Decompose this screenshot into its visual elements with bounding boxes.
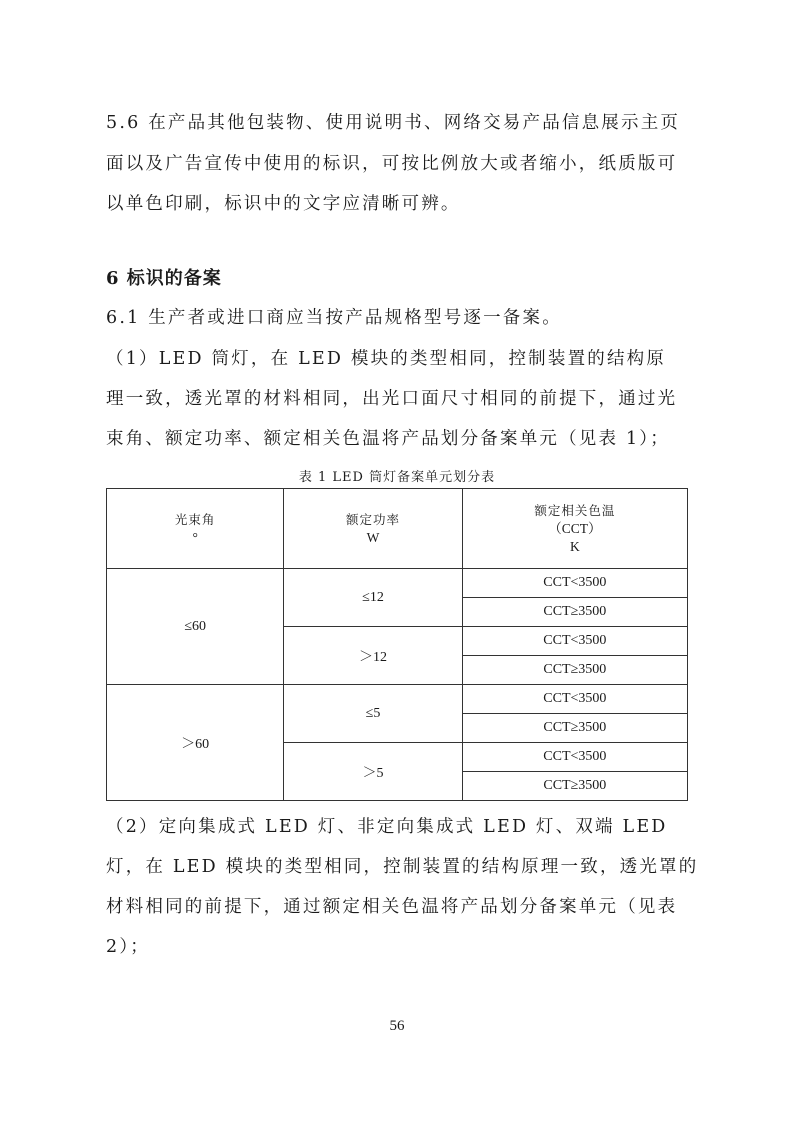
power-cell: ＞12	[284, 627, 462, 685]
section-6-heading: 6 标识的备案	[106, 268, 222, 289]
beam-angle-cell: ≤60	[107, 569, 284, 685]
header-cct-sub: （CCT）	[548, 520, 602, 536]
header-beam-angle-title: 光束角	[174, 511, 216, 527]
power-cell: ≤5	[284, 685, 462, 743]
item-1-line-2: 理一致，透光罩的材料相同，出光口面尺寸相同的前提下，通过光	[106, 389, 678, 409]
beam-angle-cell: ＞60	[107, 685, 284, 801]
section-5-6-line-3: 以单色印刷，标识中的文字应清晰可辨。	[106, 194, 461, 214]
power-cell: ≤12	[284, 569, 462, 627]
item-1-line-3: 束角、额定功率、额定相关色温将产品划分备案单元（见表 1）；	[106, 429, 670, 449]
header-cct-title: 额定相关色温	[534, 502, 616, 518]
item-2-line-2: 灯，在 LED 模块的类型相同，控制装置的结构原理一致，透光罩的	[106, 857, 699, 877]
table-row	[107, 685, 688, 714]
header-cct	[462, 489, 687, 569]
cct-cell: CCT<3500	[462, 627, 687, 656]
cct-cell: CCT≥3500	[462, 656, 687, 685]
cct-cell: CCT<3500	[462, 569, 687, 598]
cct-cell: CCT≥3500	[462, 598, 687, 627]
header-rated-power-title: 额定功率	[346, 511, 401, 527]
power-cell: ＞5	[284, 743, 462, 801]
header-rated-power-unit: W	[366, 529, 380, 545]
header-cct-unit: K	[569, 538, 580, 554]
table-1-caption: 表 1 LED 筒灯备案单元划分表	[298, 470, 496, 485]
item-2-line-1: （2）定向集成式 LED 灯、非定向集成式 LED 灯、双端 LED	[106, 817, 668, 837]
cct-cell: CCT≥3500	[462, 772, 687, 801]
section-5-6-line-2: 面以及广告宣传中使用的标识，可按比例放大或者缩小，纸质版可	[106, 154, 678, 174]
cct-cell: CCT≥3500	[462, 714, 687, 743]
header-beam-angle-unit: °	[192, 529, 198, 545]
header-rated-power	[284, 489, 462, 569]
table-header-row	[107, 489, 688, 569]
item-2-line-3: 材料相同的前提下，通过额定相关色温将产品划分备案单元（见表	[106, 897, 678, 917]
page-number: 56	[389, 1018, 405, 1034]
cct-cell: CCT<3500	[462, 685, 687, 714]
item-2-line-4: 2）；	[106, 937, 150, 957]
table-row	[107, 569, 688, 598]
section-5-6-line-1: 5.6 在产品其他包装物、使用说明书、网络交易产品信息展示主页	[106, 113, 681, 133]
item-1-line-1: （1）LED 筒灯，在 LED 模块的类型相同，控制装置的结构原	[106, 349, 667, 369]
table-1	[106, 488, 688, 801]
header-beam-angle	[107, 489, 284, 569]
clause-6-1: 6.1 生产者或进口商应当按产品规格型号逐一备案。	[106, 308, 562, 328]
cct-cell: CCT<3500	[462, 743, 687, 772]
